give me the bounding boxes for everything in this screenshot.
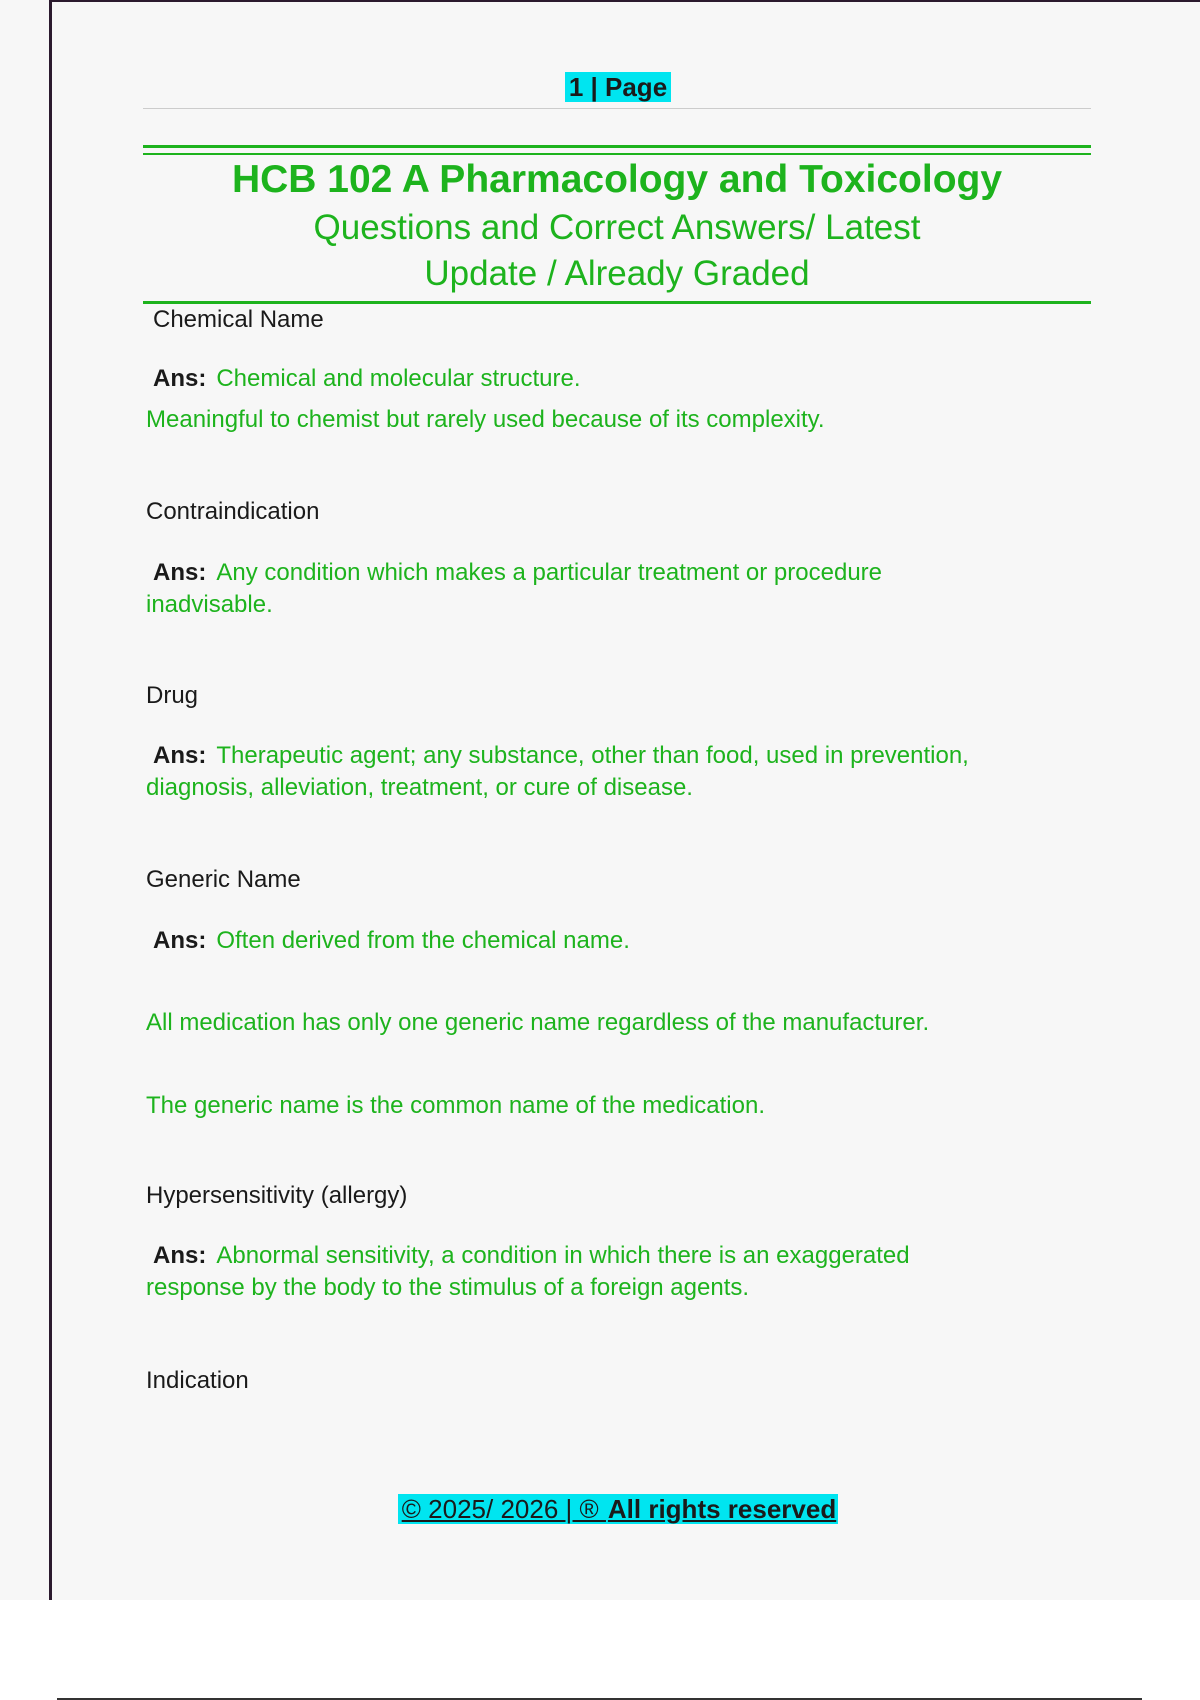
title-block — [143, 155, 1091, 297]
term-drug: Drug — [146, 682, 199, 709]
header-divider — [143, 108, 1091, 109]
page-bottom-margin — [0, 1600, 1200, 1700]
document-subtitle: Questions and Correct Answers/ Latest Update / Already Graded — [313, 208, 921, 293]
note-generic-name-2: The generic name is the common name of the medication. — [146, 1092, 765, 1119]
term-chemical-name: Chemical Name — [153, 306, 324, 333]
page-number-label — [0, 72, 1200, 103]
answer-text: Abnormal sensitivity, a condition in which there is an exaggerated response by the body to the stimulus of a foreign agents. — [146, 1242, 910, 1301]
answer-text: Therapeutic agent; any substance, other than food, used in prevention, diagnosis, alleviation, treatment, or cure of disease. — [146, 742, 969, 801]
copyright-text — [398, 1494, 838, 1524]
answer-drug — [146, 740, 1046, 804]
term-generic-name: Generic Name — [146, 866, 301, 893]
page-border-left — [49, 0, 52, 1600]
term-indication: Indication — [146, 1367, 249, 1394]
term-hypersensitivity: Hypersensitivity (allergy) — [146, 1182, 408, 1209]
answer-text: Chemical and molecular structure. — [216, 365, 581, 392]
answer-generic-name — [146, 925, 1046, 957]
answer-contraindication — [146, 557, 966, 621]
document-title: HCB 102 A Pharmacology and Toxicology — [231, 158, 1003, 201]
answer-chemical-name — [146, 363, 1046, 395]
page-border-top — [49, 0, 1200, 2]
title-rule-top — [143, 145, 1091, 148]
answer-text: Any condition which makes a particular treatment or procedure inadvisable. — [146, 559, 883, 618]
copyright-year: © 2025/ 2026 | ® — [401, 1494, 606, 1524]
answer-hypersensitivity — [146, 1240, 986, 1304]
note-chemical-name-1: Meaningful to chemist but rarely used because of its complexity. — [146, 406, 825, 433]
copyright-rights: All rights reserved — [607, 1494, 837, 1524]
answer-label: Ans: — [153, 1242, 207, 1269]
answer-label: Ans: — [153, 927, 207, 954]
title-rule-bottom — [143, 301, 1091, 304]
note-generic-name-1: All medication has only one generic name regardless of the manufacturer. — [146, 1009, 930, 1036]
answer-text: Often derived from the chemical name. — [216, 927, 630, 954]
answer-label: Ans: — [153, 365, 207, 392]
term-contraindication: Contraindication — [146, 498, 320, 525]
answer-label: Ans: — [153, 559, 207, 586]
page-number-text: 1 | Page — [565, 72, 671, 102]
copyright-footer — [0, 1494, 1200, 1525]
answer-label: Ans: — [153, 742, 207, 769]
